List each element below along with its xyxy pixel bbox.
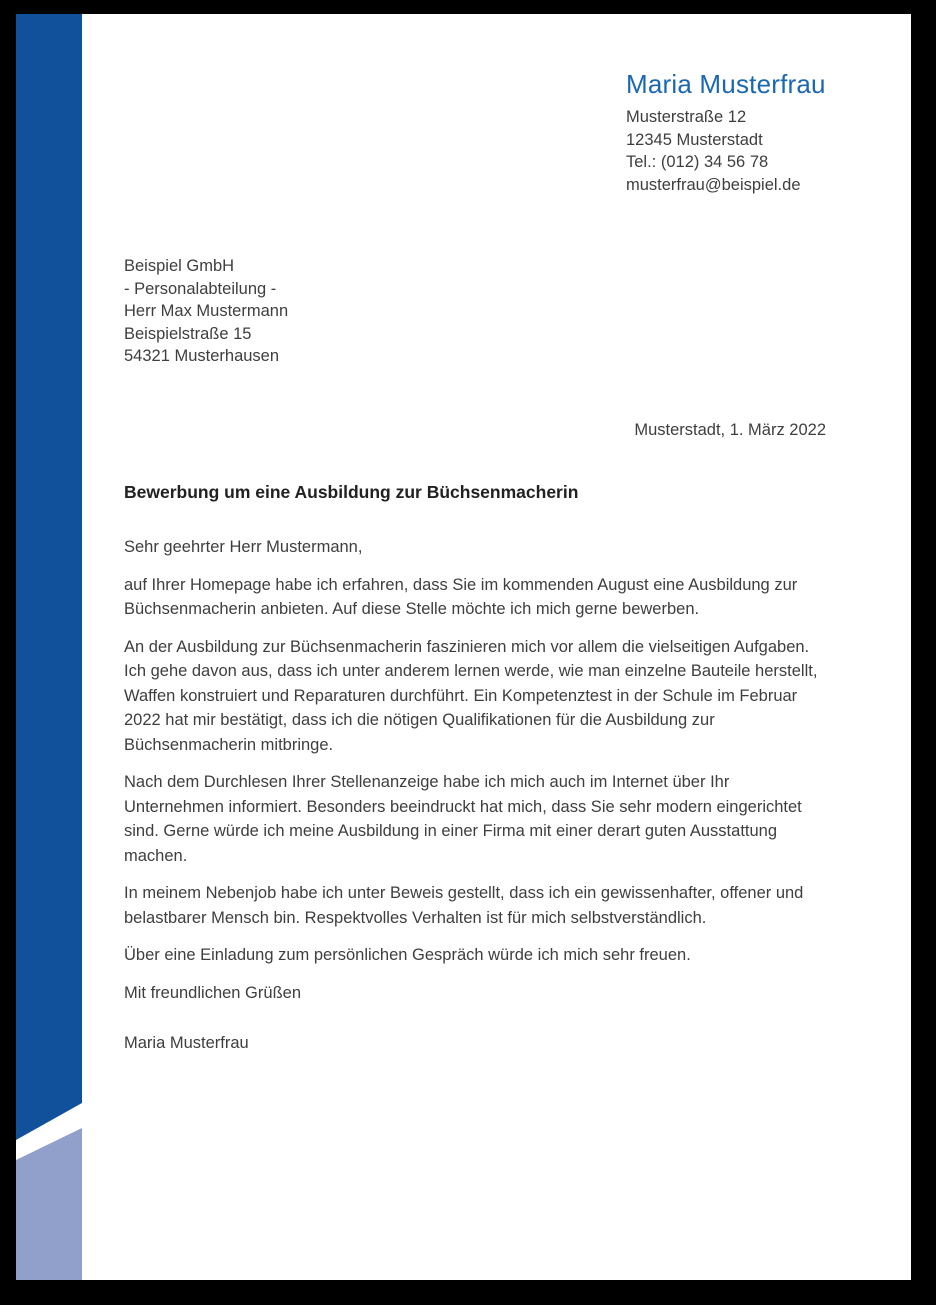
sender-city: 12345 Musterstadt [626,130,763,149]
sender-phone: Tel.: (012) 34 56 78 [626,153,769,172]
subject-line: Bewerbung um eine Ausbildung zur Büchsenmacherin [124,482,579,502]
letter-page [16,14,911,1280]
recipient-street: Beispielstraße 15 [124,324,252,343]
signature-name: Maria Musterfrau [124,1034,249,1052]
recipient-block [124,255,454,368]
paragraph-3: Nach dem Durchlesen Ihrer Stellenanzeige habe ich mich auch im Internet über Ihr Unternehmen informiert. Besonders beeindruckt hat mich, dass Sie sehr modern eingerichtet sind. Gerne würde ich meine Ausbildung in einer Firma mit einer derart guten Ausstattung machen. [124,773,802,865]
salutation: Sehr geehrter Herr Mustermann, [124,538,363,556]
paragraph-2: An der Ausbildung zur Büchsenmacherin faszinieren mich vor allem die vielseitigen Aufgaben. Ich gehe davon aus, dass ich unter anderem lernen werde, wie man einzelne Bauteile herstellt, Waffen konstruiert und Reparaturen durchführt. Ein Kompetenztest in der Schule im Februar 2022 hat mir bestätigt, dass ich die nötigen Qualifikationen für die Ausbildung zur Büchsenmacherin mitbringe. [124,637,818,754]
paragraph-4: In meinem Nebenjob habe ich unter Beweis gestellt, dass ich ein gewissenhafter, offener und belastbarer Mensch bin. Respektvolles Verhalten ist für mich selbstverständlich. [124,884,804,927]
closing: Mit freundlichen Grüßen [124,983,301,1002]
sender-street: Musterstraße 12 [626,108,747,126]
sender-email: musterfrau@beispiel.de [626,176,801,195]
date-line: Musterstadt, 1. März 2022 [634,421,826,439]
recipient-department: - Personalabteilung - [124,279,277,298]
stripe-dark-segment [16,14,82,1280]
recipient-city: 54321 Musterhausen [124,347,280,366]
sender-name: Maria Musterfrau [626,69,826,99]
letter-body [124,535,830,1069]
sender-block [626,68,896,197]
paragraph-1: auf Ihrer Homepage habe ich erfahren, dass Sie im kommenden August eine Ausbildung zur Büchsenmacherin anbieten. Auf diese Stelle möchte ich mich gerne bewerben. [124,575,798,618]
recipient-contact: Herr Max Mustermann [124,302,289,321]
recipient-company: Beispiel GmbH [124,257,235,275]
paragraph-5: Über eine Einladung zum persönlichen Gespräch würde ich mich sehr freuen. [124,946,691,964]
side-stripe [16,14,82,1280]
